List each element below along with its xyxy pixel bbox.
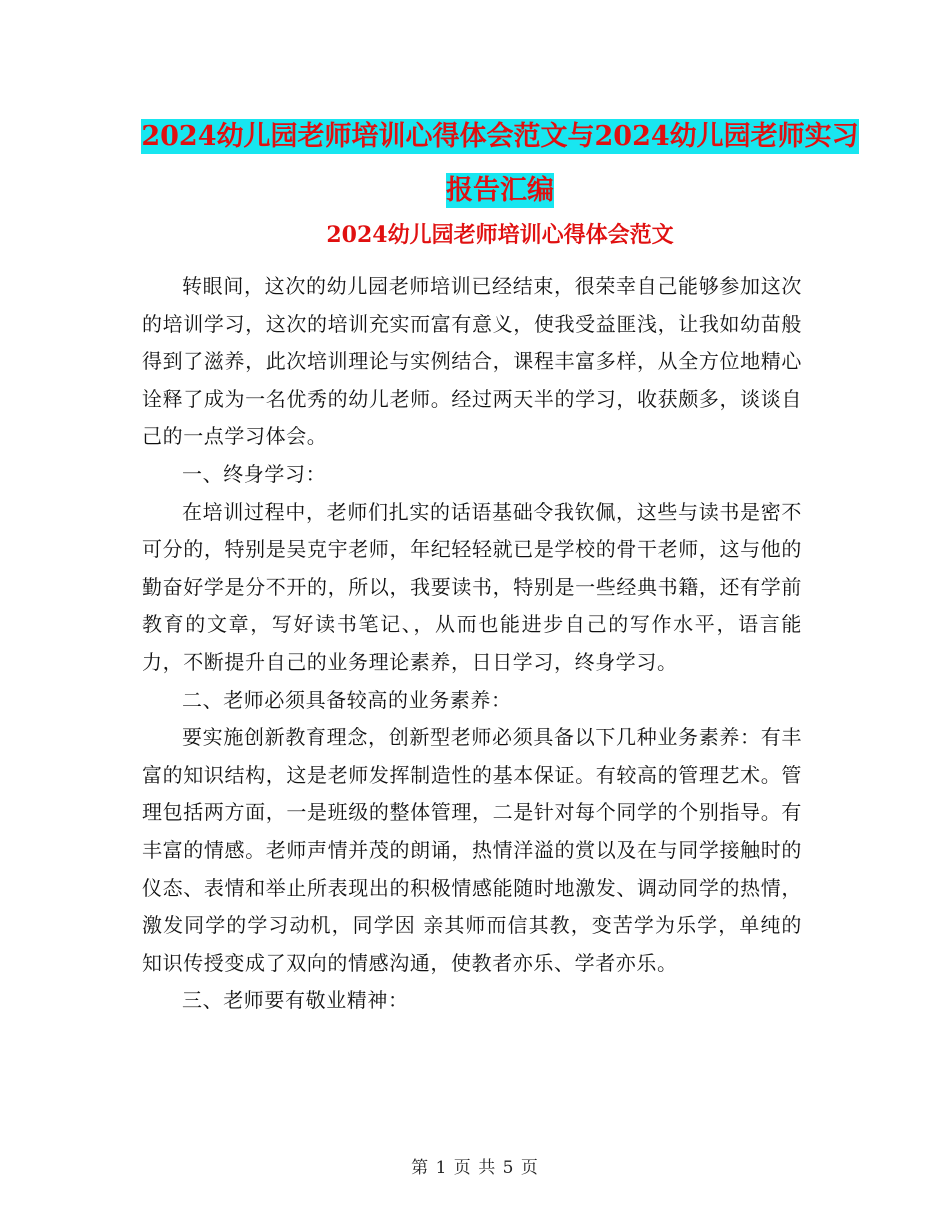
section-title: 2024幼儿园老师培训心得体会范文 [326,222,674,248]
heading-dedication: 三、老师要有敬业精神： [182,988,409,1013]
document-body [142,268,802,1020]
document-title [140,110,860,218]
heading-professional-quality: 二、老师必须具备较高的业务素养： [182,687,512,712]
paragraph-professional-quality: 要实施创新教育理念，创新型老师必须具备以下几种业务素养：有丰富的知识结构，这是老师发挥制造性的基本保证。有较高的管理艺术。管理包括两方面，一是班级的整体管理，二是针对每个同学的个别指导。有丰富的情感。老师声情并茂的朗诵，热情洋溢的赏以及在与同学接触时的仪态、表情和举止所表现出的积极情感能随时地激发、调动同学的热情，激发同学的学习动机，同学因 亲其师而信其教，变苦学为乐学，单纯的知识传授变成了双向的情感沟通，使教者亦乐、学者亦乐。 [142,725,802,975]
heading-lifelong-learning: 一、终身学习： [182,461,327,486]
paragraph-intro: 转眼间，这次的幼儿园老师培训已经结束，很荣幸自己能够参加这次的培训学习，这次的培训充实而富有意义，使我受益匪浅，让我如幼苗般得到了滋养，此次培训理论与实例结合，课程丰富多样，从全方位地精心诠释了成为一名优秀的幼儿老师。经过两天半的学习，收获颇多，谈谈自己的一点学习体会。 [142,274,802,449]
page-number: 第 1 页 共 5 页 [411,1158,539,1178]
document-title-highlight: 2024幼儿园老师培训心得体会范文与2024幼儿园老师实习报告汇编 [141,121,859,206]
paragraph-lifelong-learning: 在培训过程中，老师们扎实的话语基础令我钦佩，这些与读书是密不可分的，特别是吴克宇老师，年纪轻轻就已是学校的骨干老师，这与他的勤奋好学是分不开的，所以，我要读书，特别是一些经典书籍，还有学前教育的文章，写好读书笔记、，从而也能进步自己的写作水平，语言能力，不断提升自己的业务理论素养，日日学习，终身学习。 [142,499,802,674]
